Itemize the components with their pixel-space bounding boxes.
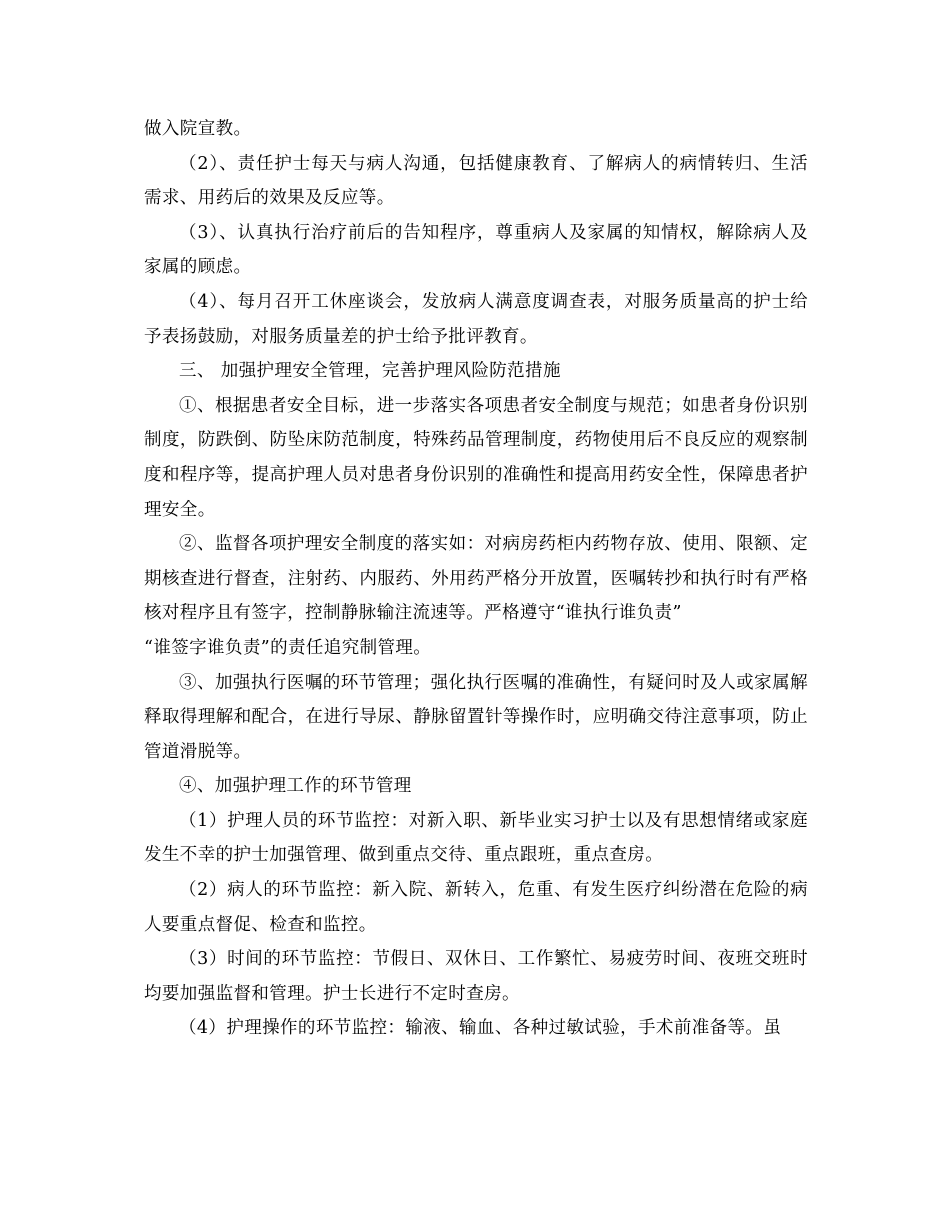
section-heading-3: 三、 加强护理安全管理，完善护理风险防范措施 [179, 361, 561, 382]
paragraph-circle-4: ④、加强护理工作的环节管理 [179, 776, 412, 797]
paragraph-circle-2-continuation: “谁签字谁负责”的责任追究制管理。 [144, 637, 432, 658]
paragraph-continuation: 做入院宣教。 [144, 119, 252, 139]
paragraph-item-4: （4）、每月召开工休座谈会，发放病人满意度调查表，对服务质量高的护士给予表扬鼓励，对服务质量差的护士给予批评教育。 [144, 291, 808, 347]
paragraph-item-3: （3）、认真执行治疗前后的告知程序，尊重病人及家属的知情权，解除病人及家属的顾虑。 [144, 222, 808, 278]
paragraph-sub-4: （4）护理操作的环节监控：输液、输血、各种过敏试验，手术前准备等。虽 [179, 1018, 782, 1039]
paragraph-item-2: （2）、责任护士每天与病人沟通，包括健康教育、了解病人的病情转归、生活需求、用药后的效果及反应等。 [144, 153, 808, 209]
document-body [144, 112, 808, 1046]
paragraph-circle-3: ③、加强执行医嘱的环节管理；强化执行医嘱的准确性，有疑问时及人或家属解释取得理解和配合，在进行导尿、静脉留置针等操作时，应明确交待注意事项，防止管道滑脱等。 [144, 672, 808, 762]
paragraph-sub-2: （2）病人的环节监控：新入院、新转入，危重、有发生医疗纠纷潜在危险的病人要重点督促、检查和监控。 [144, 880, 808, 935]
paragraph-sub-1: （1）护理人员的环节监控：对新入职、新毕业实习护士以及有思想情绪或家庭发生不幸的护士加强管理、做到重点交待、重点跟班，重点查房。 [144, 810, 808, 866]
paragraph-circle-2: ②、监督各项护理安全制度的落实如：对病房药柜内药物存放、使用、限额、定期核查进行督查，注射药、内服药、外用药严格分开放置，医嘱转抄和执行时有严格核对程序且有签字，控制静脉输注流速等。严格遵守“谁执行谁负责” [144, 534, 808, 624]
paragraph-circle-1: ①、根据患者安全目标，进一步落实各项患者安全制度与规范；如患者身份识别制度，防跌倒、防坠床防范制度，特殊药品管理制度，药物使用后不良反应的观察制度和程序等，提高护理人员对患者身份识别的准确性和提高用药安全性，保障患者护理安全。 [144, 395, 808, 520]
paragraph-sub-3: （3）时间的环节监控：节假日、双休日、工作繁忙、易疲劳时间、夜班交班时均要加强监督和管理。护士长进行不定时查房。 [144, 949, 808, 1004]
